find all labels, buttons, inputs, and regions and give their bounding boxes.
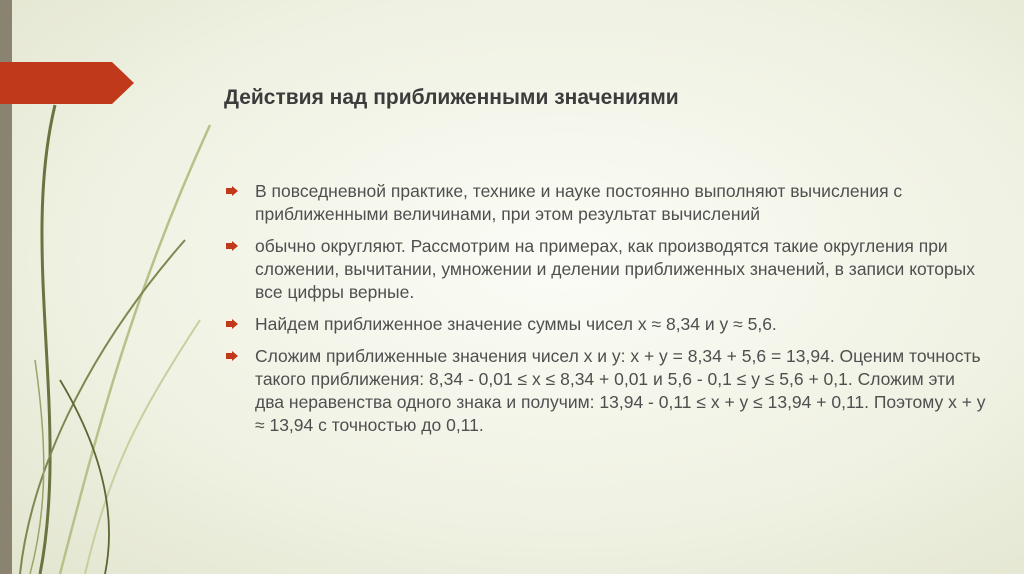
bullet-text: Сложим приближенные значения чисел х и у: х + у = 8,34 + 5,6 = 13,94. Оценим точность такого приближения: 8,34 - 0,01 ≤ х ≤ 8,34 + 0,01 и 5,6 - 0,1 ≤ у ≤ 5,6 + 0,1. Сложим эти два неравенства одного знака и получим: 13,94 - 0,11 ≤ х + у ≤ 13,94 + 0,11. Поэтому х + у ≈ 13,94 с точностью до 0,11. (255, 346, 986, 435)
arrow-bullet-icon (226, 319, 238, 329)
bullet-item (226, 180, 986, 226)
bullet-text: Найдем приближенное значение суммы чисел х ≈ 8,34 и у ≈ 5,6. (255, 314, 777, 334)
bullet-item (226, 235, 986, 304)
arrow-bullet-icon (226, 186, 238, 196)
bullet-text: В повседневной практике, технике и науке постоянно выполняют вычисления с приближенными величинами, при этом результат вычислений (255, 181, 903, 224)
arrow-bullet-icon (226, 351, 238, 361)
slide-title: Действия над приближенными значениями (224, 86, 679, 109)
bullet-item (226, 345, 986, 437)
bullet-list (226, 180, 986, 446)
accent-tab (0, 62, 134, 104)
arrow-bullet-icon (226, 241, 238, 251)
bullet-text: обычно округляют. Рассмотрим на примерах, как производятся такие округления при сложении, вычитании, умножении и делении приближенных значений, в записи которых все цифры верные. (255, 236, 976, 302)
bullet-item (226, 313, 986, 336)
